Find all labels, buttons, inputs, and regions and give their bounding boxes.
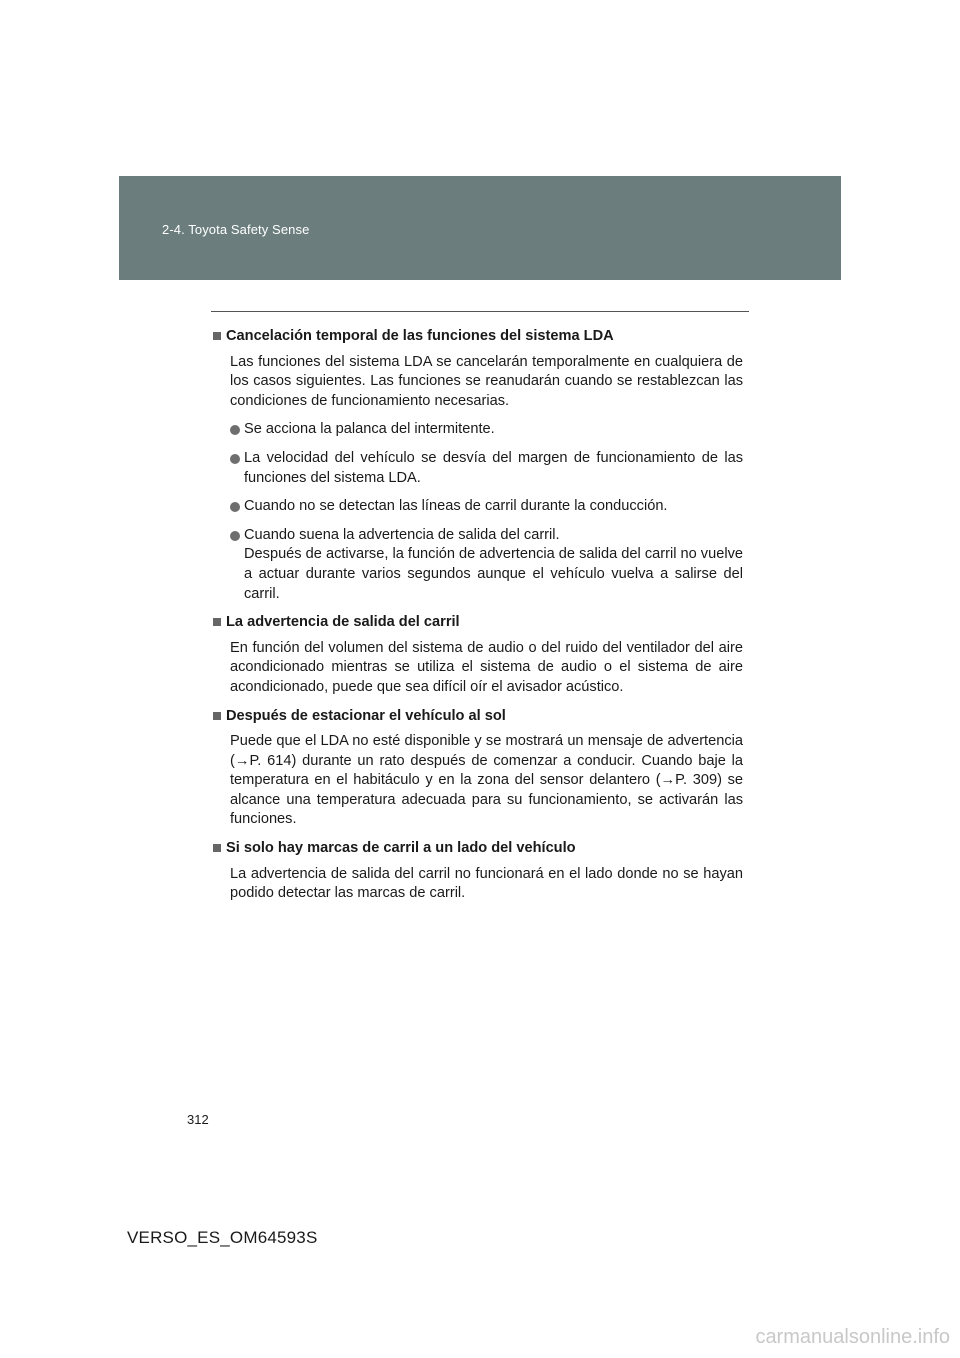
section-heading <box>213 707 743 727</box>
section-heading <box>213 613 743 633</box>
section-body: La advertencia de salida del carril no funcionará en el lado donde no se hayan podido detectar las marcas de carril. <box>230 865 743 902</box>
circle-bullet-icon <box>230 454 240 464</box>
section-heading-text: Si solo hay marcas de carril a un lado del vehículo <box>226 840 576 857</box>
section-heading-text: Después de estacionar el vehículo al sol <box>226 707 506 724</box>
square-bullet-icon <box>213 712 221 720</box>
bullet-list <box>213 420 743 604</box>
list-item-subtext: Después de activarse, la función de advertencia de salida del carril no vuelve a actuar durante varios segundos aunque el vehículo vuelva a salirse del carril. <box>244 546 743 602</box>
list-item-text: Cuando no se detectan las líneas de carril durante la conducción. <box>244 498 668 515</box>
page-content <box>213 327 743 913</box>
document-code: VERSO_ES_OM64593S <box>127 1228 318 1247</box>
list-item <box>230 449 743 488</box>
list-item-text: Cuando suena la advertencia de salida del carril. <box>244 526 560 543</box>
list-item <box>230 526 743 604</box>
square-bullet-icon <box>213 844 221 852</box>
list-item-text: La velocidad del vehículo se desvía del margen de funcionamiento de las funciones del sistema LDA. <box>244 449 743 486</box>
top-divider <box>211 311 749 312</box>
section-heading <box>213 839 743 859</box>
list-item <box>230 497 743 517</box>
section-heading-text: Cancelación temporal de las funciones del sistema LDA <box>226 328 614 344</box>
page-number: 312 <box>187 1112 209 1127</box>
section-body: En función del volumen del sistema de audio o del ruido del ventilador del aire acondicionado mientras se utiliza el sistema de audio o el sistema de aire acondicionado, puede que sea difícil oír el avisador acústico. <box>230 639 743 695</box>
square-bullet-icon <box>213 618 221 626</box>
square-bullet-icon <box>213 332 221 340</box>
watermark: carmanualsonline.info <box>755 1326 950 1348</box>
section-title: 2-4. Toyota Safety Sense <box>162 222 310 237</box>
circle-bullet-icon <box>230 531 240 541</box>
section-heading <box>213 327 743 347</box>
circle-bullet-icon <box>230 425 240 435</box>
list-item-text: Se acciona la palanca del intermitente. <box>244 421 495 438</box>
circle-bullet-icon <box>230 502 240 512</box>
section-heading-text: La advertencia de salida del carril <box>226 614 460 631</box>
list-item <box>230 420 743 440</box>
header-band <box>119 176 841 280</box>
section-body: Las funciones del sistema LDA se cancelarán temporalmente en cualquiera de los casos siguientes. Las funciones se reanudarán cuando se restablezcan las condiciones de funcionamiento necesarias. <box>230 353 743 409</box>
section-body: Puede que el LDA no esté disponible y se mostrará un mensaje de advertencia (→P. 614) durante un rato después de comenzar a conducir. Cuando baje la temperatura en el habitáculo y en la zona del sensor delantero (→P. 309) se alcance una temperatura adecuada para su funcionamiento, se activarán las funciones. <box>230 733 743 828</box>
